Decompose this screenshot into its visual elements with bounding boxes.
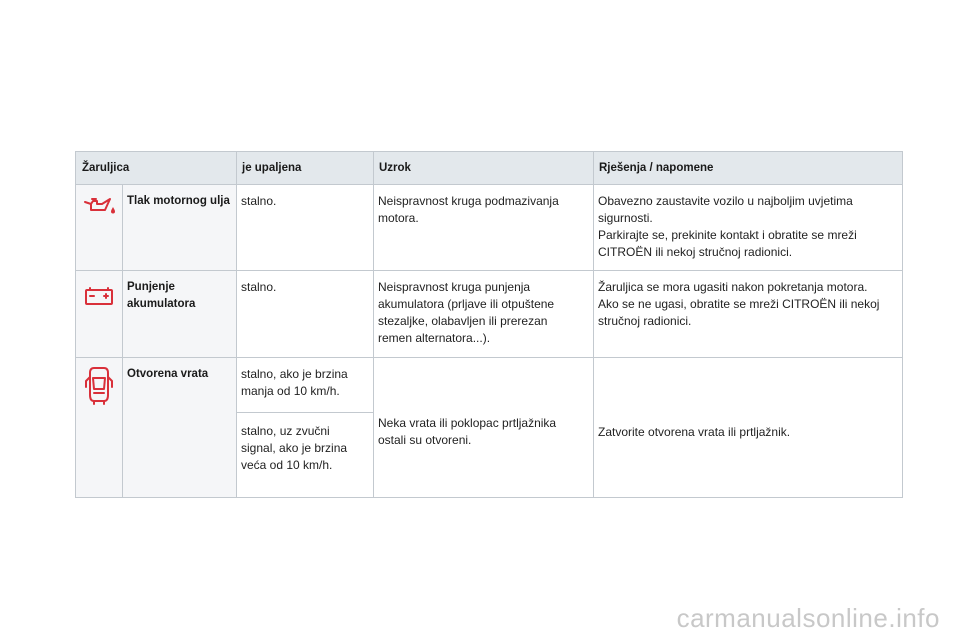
row-oil-name: Tlak motornog ulja	[127, 195, 230, 207]
row-oil-solution-line-2: Parkirajte se, prekinite kontakt i obratite se mreži CITROËN ili nekoj stručnoj radionici.	[598, 228, 857, 259]
header-cause: Uzrok	[373, 152, 593, 184]
rule-row1-bottom	[76, 270, 902, 271]
row-battery-solution-line-2: Ako se ne ugasi, obratite se mreži CITROËN ili nekoj stručnoj radionici.	[598, 297, 880, 328]
rule-doors-split	[236, 412, 373, 413]
rule-header-bottom	[76, 184, 902, 185]
open-door-icon	[85, 365, 113, 405]
oil-pressure-icon	[83, 196, 117, 216]
row-battery-solution-line-1: Žaruljica se mora ugasiti nakon pokretanja motora.	[598, 280, 868, 294]
rule-col-cause	[593, 152, 594, 497]
row-oil-cause: Neispravnost kruga podmazivanja motora.	[378, 194, 559, 225]
header-state: je upaljena	[236, 152, 373, 184]
row-doors-solution: Zatvorite otvorena vrata ili prtljažnik.	[598, 425, 791, 439]
rule-col-name	[236, 152, 237, 497]
header-lamp: Žaruljica	[76, 152, 236, 184]
row-oil-state: stalno.	[241, 194, 277, 208]
name-column-bg	[122, 184, 236, 497]
row-doors-name: Otvorena vrata	[127, 368, 209, 380]
battery-icon	[84, 286, 114, 306]
row-battery-name: Punjenje akumulatora	[127, 281, 196, 310]
rule-col-state	[373, 152, 374, 497]
row-battery-state: stalno.	[241, 280, 277, 294]
watermark: carmanualsonline.info	[676, 603, 940, 633]
row-doors-cause: Neka vrata ili poklopac prtljažnika ostali su otvoreni.	[378, 416, 557, 447]
row-oil-solution-line-1: Obavezno zaustavite vozilo u najboljim uvjetima sigurnosti.	[598, 194, 853, 225]
row-doors-state-b: stalno, uz zvučni signal, ako je brzina veća od 10 km/h.	[241, 424, 348, 472]
row-doors-state-a: stalno, ako je brzina manja od 10 km/h.	[241, 367, 348, 398]
rule-row2-bottom	[76, 357, 902, 358]
row-oil-solution	[593, 184, 893, 261]
header-solution: Rješenja / napomene	[593, 152, 902, 184]
warning-lights-table	[75, 151, 903, 498]
rule-col-icon	[122, 184, 123, 497]
row-battery-cause: Neispravnost kruga punjenja akumulatora (prljave ili otpuštene stezaljke, olabavljen ili prerezan remen alternatora...).	[378, 280, 555, 345]
icon-column-bg	[76, 184, 122, 497]
row-battery-solution	[593, 270, 893, 330]
